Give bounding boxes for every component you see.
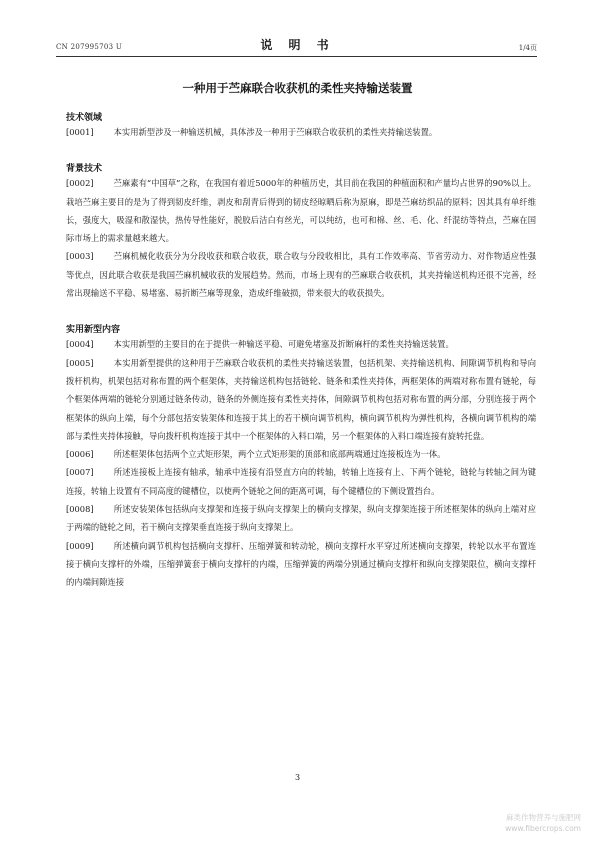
section-heading: 实用新型内容 (66, 325, 121, 336)
paragraph-number: [0003] (66, 251, 94, 262)
watermark-title: 麻类作物营养与施肥网 (506, 813, 581, 822)
paragraph-text: 苎麻素有“中国草”之称，在我国有着近5000年的种植历史，其目前在我国的种植面积和产量均占世界的90%以上。栽培苎麻主要目的是为了得到韧皮纤维，剥皮和刮青后得到的韧皮经晾晒后称为原麻，即是苎麻纺织品的原料；因其具有单纤维长，强度大，吸湿和散湿快，热传导性能好，脱胶后洁白有丝光，可以纯纺，也可和棉、丝、毛、化、纤混纺等特点，苎麻在国际市场上的需求量越来越大。 (66, 178, 536, 244)
paragraph-number: [0009] (66, 540, 94, 551)
paragraph-number: [0008] (66, 504, 94, 515)
paragraph-number: [0004] (66, 339, 94, 350)
paragraph (66, 445, 536, 463)
paragraph-text: 所述横向调节机构包括横向支撑杆、压缩弹簧和转动轮，横向支撑杆水平穿过所述横向支撑架，转轮以水平布置连接于横向支撑杆的外端，压缩弹簧套于横向支撑杆的内端，压缩弹簧的两端分别通过横向支撑杆和纵向支撑架限位，横向支撑杆的内端间隙连接 (66, 540, 536, 588)
paragraph-number: [0005] (66, 357, 94, 368)
patent-number: CN 207995703 U (56, 43, 123, 51)
paragraph-text: 所述框架体包括两个立式矩形架，两个立式矩形架的顶部和底部两端通过连接板连为一体。 (113, 449, 446, 460)
document-body (66, 110, 536, 592)
watermark (505, 812, 581, 834)
paragraph-text: 苎麻机械化收获分为分段收获和联合收获，联合收与分段收相比，具有工作效率高、节省劳动力、对作物适应性强等优点，因此联合收获是我国苎麻机械收获的发展趋势。然而，市场上现有的苎麻联合收获机，其夹持输送机构还很不完善，经常出现输送不平稳、易堵塞、易折断苎麻等现象，造成纤维破损，带来很大的收获损失。 (66, 251, 536, 299)
section-heading: 技术领域 (66, 113, 103, 123)
paragraph-text: 本实用新型的主要目的在于提供一种输送平稳、可避免堵塞及折断麻杆的柔性夹持输送装置。 (113, 339, 454, 350)
paragraph (66, 500, 536, 537)
document-type: 说 明 书 (260, 38, 335, 52)
paragraph (66, 174, 536, 247)
document-title: 一种用于苎麻联合收获机的柔性夹持输送装置 (182, 81, 413, 95)
paragraph (66, 123, 536, 141)
paragraph-number: [0007] (66, 467, 94, 478)
section-heading: 背景技术 (66, 164, 103, 175)
paragraph-number: [0002] (66, 178, 94, 189)
paragraph (66, 247, 536, 302)
paragraph (66, 463, 536, 500)
watermark-url: www.fibercrops.com (505, 824, 581, 833)
page-indicator: 1/4页 (518, 44, 537, 52)
paragraph (66, 354, 536, 445)
header-divider (56, 56, 537, 57)
paragraph-text: 本实用新型提供的这种用于苎麻联合收获机的柔性夹持输送装置，包括机架、夹持输送机构、间隙调节机构和导向拨杆机构，机架包括对称布置的两个框架体，夹持输送机构包括链轮、链条和柔性夹持体，两框架体的两端对称布置有链轮，每个框架体两端的链轮分别通过链条传动，链条的外侧连接有柔性夹持体，间隙调节机构包括对称布置的两分部，分别连接于两个框架体的纵向上端，每个分部包括安装架体和连接于其上的若干横向调节机构，横向调节机构为弹性机构，各横向调节机构的端部与柔性夹持体接触，导向拨杆机构连接于其中一个框架体的入料口端，另一个框架体的入料口端连接有旋转托盘。 (66, 357, 536, 441)
paragraph-text: 所述安装架体包括纵向支撑架和连接于纵向支撑架上的横向支撑架，纵向支撑架连接于所述框架体的纵向上端对应于两端的链轮之间，若干横向支撑架垂直连接于纵向支撑架上。 (66, 504, 536, 533)
page-number: 3 (294, 773, 301, 782)
paragraph (66, 335, 536, 353)
paragraph-text: 所述连接板上连接有轴承，轴承中连接有沿竖直方向的转轴，转轴上连接有上、下两个链轮，链轮与转轴之间为键连接，转轴上设置有不同高度的键槽位，以使两个链轮之间的距离可调，每个键槽位的下侧设置挡台。 (66, 467, 536, 496)
paragraph (66, 537, 536, 592)
paragraph-number: [0006] (66, 449, 94, 460)
paragraph-number: [0001] (66, 127, 94, 137)
paragraph-text: 本实用新型涉及一种输送机械，具体涉及一种用于苎麻联合收获机的柔性夹持输送装置。 (113, 127, 438, 137)
